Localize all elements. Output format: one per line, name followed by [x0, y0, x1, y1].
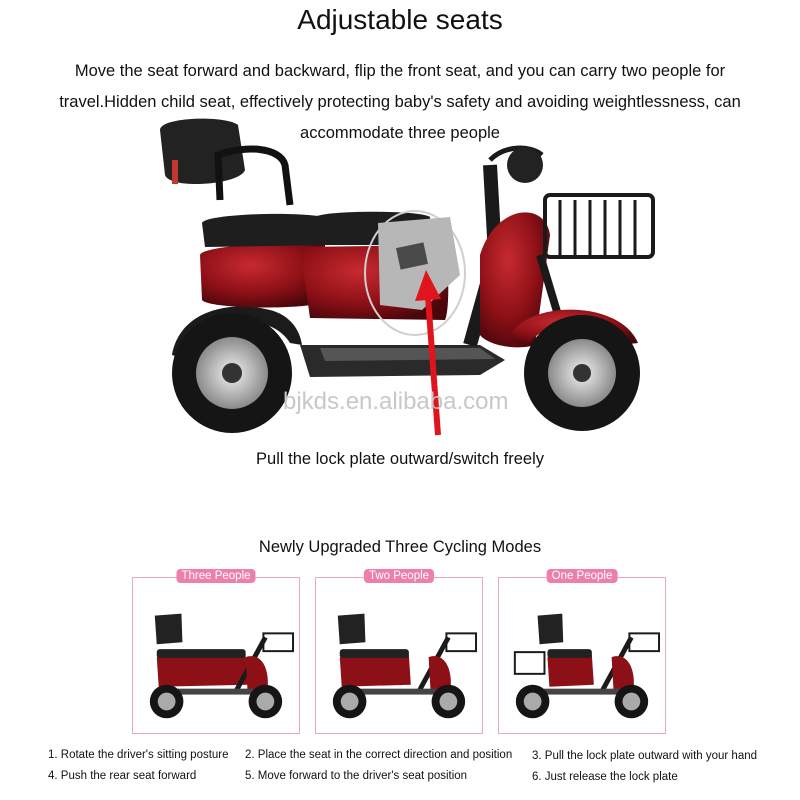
step-3: 3. Pull the lock plate outward with your hand	[532, 750, 758, 762]
watermark: bjkds.en.alibaba.com	[283, 388, 509, 415]
tricycle-thumbnail	[320, 596, 478, 728]
mode-badge: Three People	[176, 569, 255, 583]
mode-badge: Two People	[364, 569, 434, 583]
mode-card-three-people	[132, 570, 300, 734]
step-2: 2. Place the seat in the correct direction and position	[245, 749, 513, 761]
tricycle-thumbnail	[503, 596, 661, 728]
mode-badge: One People	[547, 569, 618, 583]
step-6: 6. Just release the lock plate	[532, 771, 678, 783]
mode-card-one-people	[498, 570, 666, 734]
page-title: Adjustable seats	[297, 4, 503, 35]
mode-card-two-people	[315, 570, 483, 734]
step-4: 4. Push the rear seat forward	[48, 770, 197, 782]
lock-plate-caption: Pull the lock plate outward/switch freely	[256, 450, 544, 468]
step-1: 1. Rotate the driver's sitting posture	[48, 749, 229, 761]
modes-title: Newly Upgraded Three Cycling Modes	[258, 538, 542, 556]
feature-description: Move the seat forward and backward, flip the front seat, and you can carry two people for travel.Hidden child seat, effectively protecting baby's safety and avoiding weightlessness, can accommodate three people	[59, 62, 741, 142]
tricycle-thumbnail	[137, 596, 295, 728]
step-5: 5. Move forward to the driver's seat position	[245, 770, 468, 782]
